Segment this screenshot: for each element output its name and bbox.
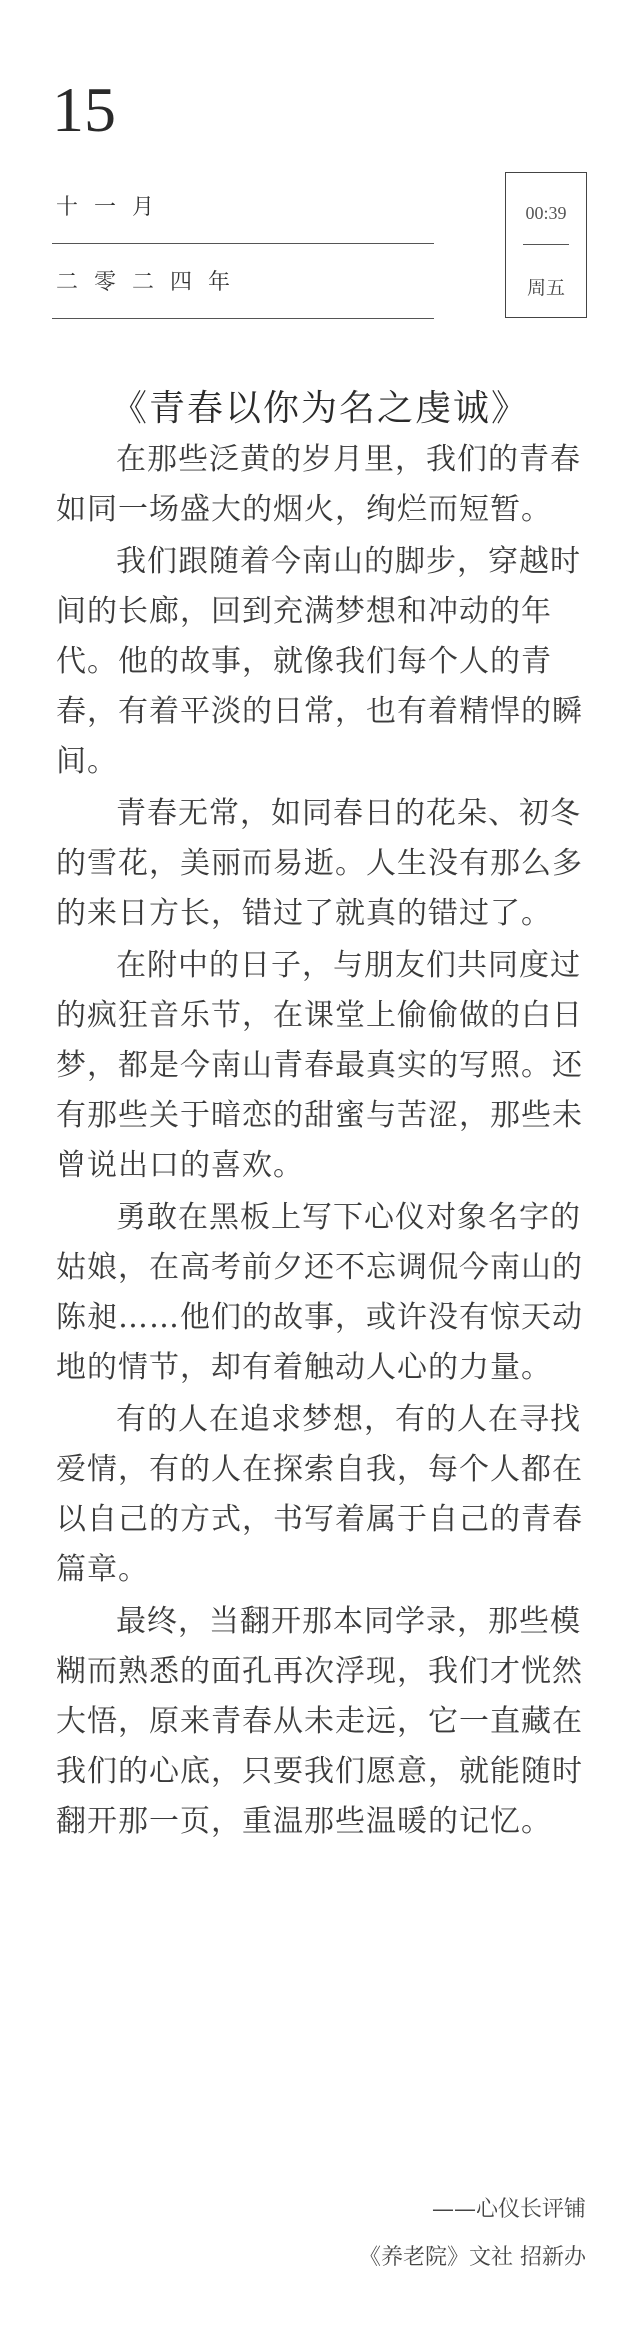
signature-author: ——心仪长评铺	[431, 2197, 586, 2222]
paragraph: 青春无常，如同春日的花朵、初冬的雪花，美丽而易逝。人生没有那么多的来日方长，错过了就真的错过了。	[56, 796, 583, 931]
clock-time: 00:39	[525, 203, 567, 223]
paragraph: 有的人在追求梦想，有的人在寻找爱情，有的人在探索自我，每个人都在以自己的方式，书写着属于自己的青春篇章。	[56, 1402, 583, 1587]
paragraph: 最终，当翻开那本同学录，那些模糊而熟悉的面孔再次浮现，我们才恍然大悟，原来青春从未走远，它一直藏在我们的心底，只要我们愿意，就能随时翻开那一页，重温那些温暖的记忆。	[56, 1604, 583, 1839]
clock-weekday: 周五	[526, 277, 565, 299]
time-box	[505, 172, 587, 318]
divider-month	[52, 243, 434, 244]
clock-divider	[523, 244, 569, 245]
date-month: 十一月	[56, 195, 171, 220]
paragraph: 我们跟随着今南山的脚步，穿越时间的长廊，回到充满梦想和冲动的年代。他的故事，就像我们每个人的青春，有着平淡的日常，也有着精悍的瞬间。	[56, 544, 583, 779]
article-body	[56, 435, 592, 1849]
date-day: 15	[52, 74, 116, 145]
signature-org: 《养老院》文社 招新办	[359, 2245, 586, 2270]
paragraph: 在那些泛黄的岁月里，我们的青春如同一场盛大的烟火，绚烂而短暂。	[56, 442, 581, 527]
article-title: 《青春以你为名之虔诚》	[110, 388, 529, 429]
paragraph: 勇敢在黑板上写下心仪对象名字的姑娘，在高考前夕还不忘调侃今南山的陈昶……他们的故事，或许没有惊天动地的情节，却有着触动人心的力量。	[56, 1200, 583, 1385]
divider-year	[52, 318, 434, 319]
paragraph: 在附中的日子，与朋友们共同度过的疯狂音乐节，在课堂上偷偷做的白日梦，都是今南山青春最真实的写照。还有那些关于暗恋的甜蜜与苦涩，那些未曾说出口的喜欢。	[56, 948, 583, 1183]
date-year: 二零二四年	[56, 270, 247, 295]
